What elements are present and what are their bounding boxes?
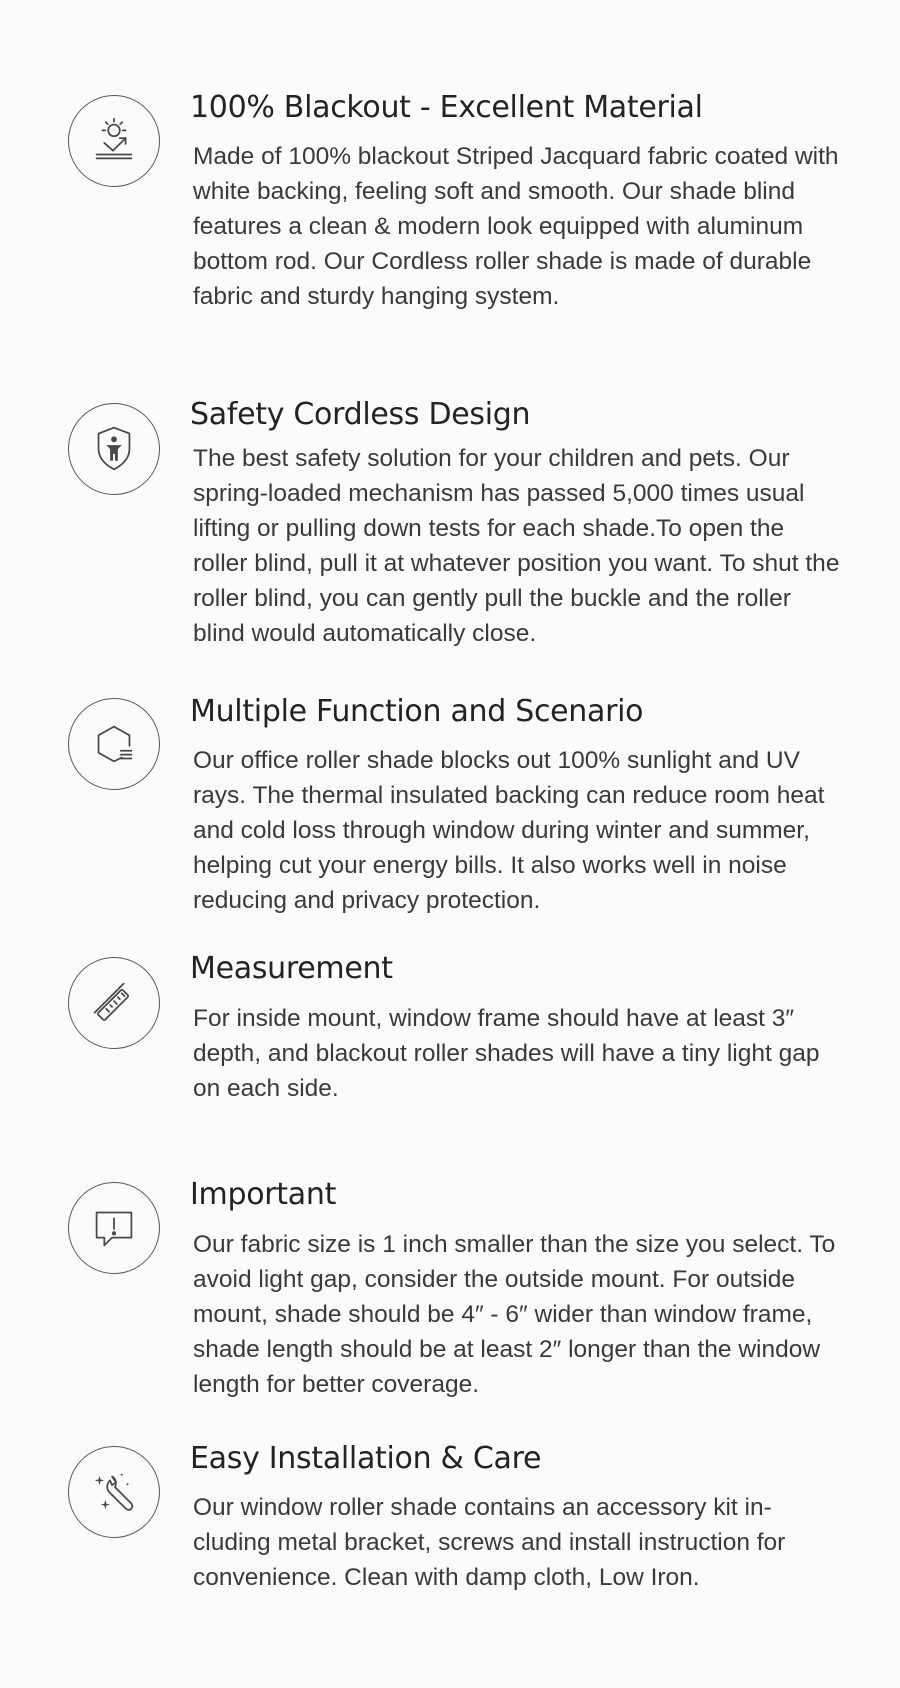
- feature-description: Our office roller shade blocks out 100% sunlight and UV rays. The thermal insulated backing can reduce room heat and cold loss through window during winter and summer, helping cut your energy bills. It also works well in noise reducing and privacy protection.: [193, 747, 825, 914]
- feature-description: The best safety solution for your children and pets. Our spring-loaded mechanism has passed 5,000 times usual lifting or pulling down tests for each shade.To open the roller blind, pull it at whatever position you want. To shut the roller blind, you can gently pull the buckle and the roller blind would automatically close.: [193, 445, 840, 647]
- feature-title: Measurement: [190, 951, 393, 986]
- feature-description: Made of 100% blackout Striped Jacquard fabric coated with white backing, feeling soft and smooth. Our shade blind features a clean & modern look equipped with aluminum bottom rod. Our Cordless roller shade is made of durable fabric and sturdy hanging system.: [193, 143, 839, 310]
- feature-title: Easy Installation & Care: [190, 1441, 542, 1476]
- feature-title: Important: [190, 1177, 337, 1212]
- feature-title: 100% Blackout - Excellent Material: [190, 90, 703, 125]
- feature-description: Our window roller shade contains an accessory kit in-cluding metal bracket, screws and install instruction for convenience. Clean with damp cloth, Low Iron.: [193, 1494, 786, 1591]
- ruler-icon: [68, 957, 160, 1049]
- speech-alert-icon: [68, 1182, 160, 1274]
- feature-description: For inside mount, window frame should have at least 3″ depth, and blackout roller shades will have a tiny light gap on each side.: [193, 1005, 820, 1102]
- sun-blocked-icon: [68, 95, 160, 187]
- feature-title: Safety Cordless Design: [190, 397, 531, 432]
- wrench-sparkle-icon: [68, 1446, 160, 1538]
- hexagon-list-icon: [68, 698, 160, 790]
- feature-title: Multiple Function and Scenario: [190, 694, 644, 729]
- feature-description: Our fabric size is 1 inch smaller than the size you select. To avoid light gap, consider the outside mount. For outside mount, shade should be 4″ - 6″ wider than window frame, shade length should be at least 2″ longer than the window length for better coverage.: [193, 1231, 836, 1398]
- child-shield-icon: [68, 403, 160, 495]
